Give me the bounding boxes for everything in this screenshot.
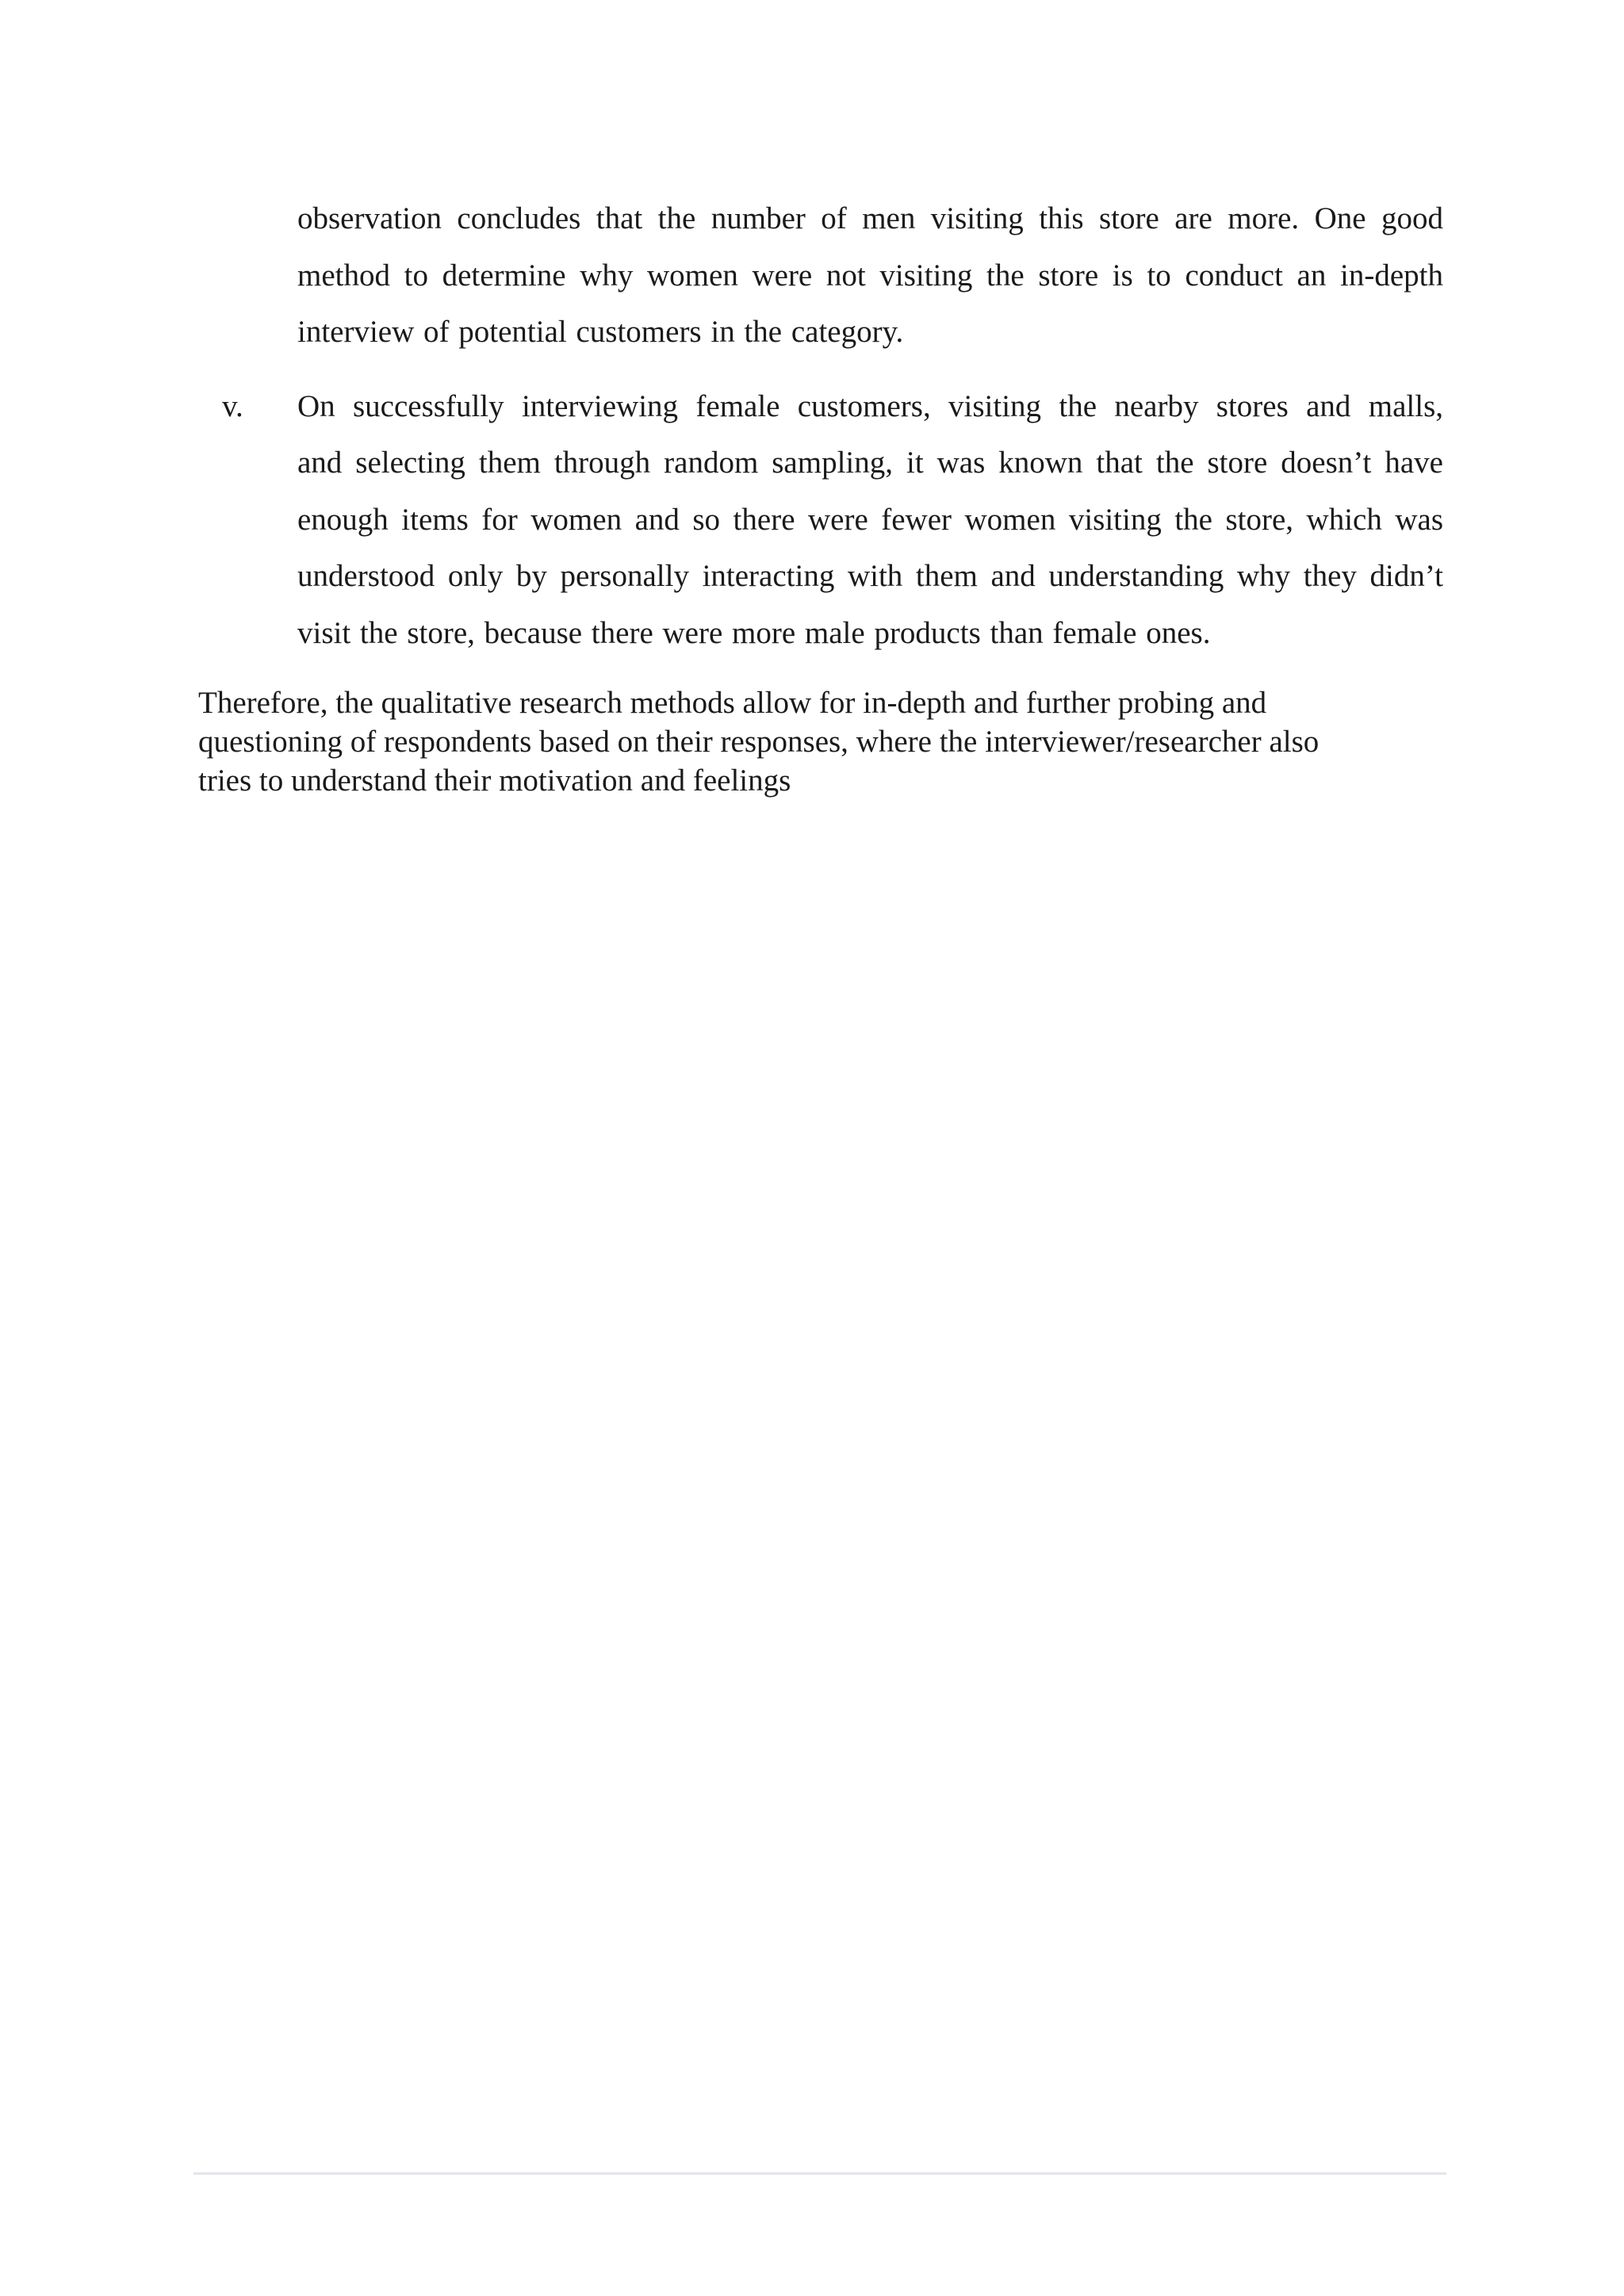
line-text: method to determine why women were not visiting the store is to conduct an in-depth <box>297 258 1443 293</box>
conclusion-line: questioning of respondents based on their responses, where the interviewer/researcher also <box>198 725 1320 759</box>
list-marker: v. <box>222 388 243 423</box>
continued-paragraph <box>198 190 1443 361</box>
conclusion-line: tries to understand their motivation and feelings <box>198 763 791 798</box>
item-spacer <box>198 361 1443 378</box>
line-text: On successfully interviewing female customers, visiting the nearby stores and malls, <box>297 388 1443 423</box>
line-text: visit the store, because there were more male products than female ones. <box>297 615 1211 650</box>
line-text: observation concludes that the number of men visiting this store are more. One good <box>297 201 1443 235</box>
line-text: understood only by personally interacting with them and understanding why they didn’t <box>297 559 1443 593</box>
paragraph-line <box>198 434 1443 492</box>
line-text: interview of potential customers in the category. <box>297 315 904 349</box>
paragraph-line <box>198 378 1443 435</box>
line-text: and selecting them through random sampling, it was known that the store doesn’t have <box>297 446 1443 480</box>
paragraph-line <box>198 548 1443 605</box>
conclusion-line: Therefore, the qualitative research methods allow for in-depth and further probing and <box>198 686 1267 720</box>
paragraph-line <box>198 247 1443 304</box>
conclusion-paragraph <box>198 683 1404 800</box>
paragraph-line <box>198 605 1443 662</box>
paragraph-line <box>198 492 1443 549</box>
list-item-v <box>198 378 1443 662</box>
paragraph-line <box>198 304 1443 361</box>
paragraph-line <box>198 190 1443 247</box>
list-block <box>198 190 1443 661</box>
footer-divider <box>193 2172 1446 2175</box>
line-text: enough items for women and so there were fewer women visiting the store, which was <box>297 502 1443 537</box>
